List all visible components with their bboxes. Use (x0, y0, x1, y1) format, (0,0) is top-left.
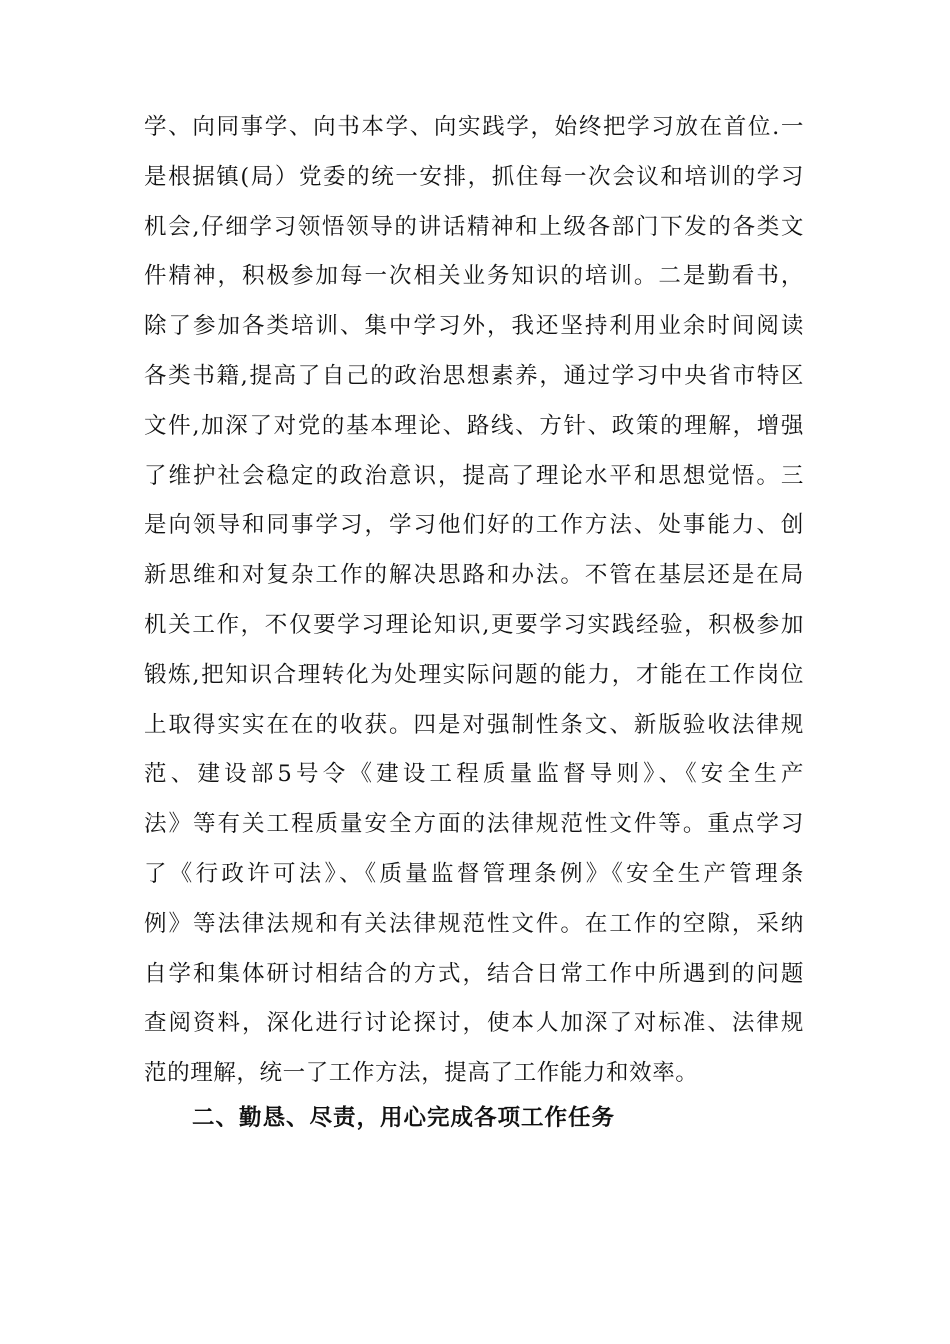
body-line-15: 法》等有关工程质量安全方面的法律规范性文件等。重点学习 (144, 811, 804, 838)
body-line-8: 了维护社会稳定的政治意识，提高了理论水平和思想觉悟。三 (144, 462, 804, 489)
body-paragraph (144, 103, 804, 1099)
body-line-19: 查阅资料，深化进行讨论探讨，使本人加深了对标准、法律规 (144, 1010, 804, 1037)
body-line-14: 范、建设部5号令《建设工程质量监督导则》、《安全生产 (144, 761, 804, 788)
body-line-17: 例》等法律法规和有关法律规范性文件。在工作的空隙，采纳 (144, 910, 804, 937)
body-line-10: 新思维和对复杂工作的解决思路和办法。不管在基层还是在局 (144, 562, 804, 589)
body-line-13: 上取得实实在在的收获。四是对强制性条文、新版验收法律规 (144, 711, 804, 738)
body-line-2: 是根据镇(局）党委的统一安排，抓住每一次会议和培训的学习 (144, 163, 804, 190)
body-line-20: 范的理解，统一了工作方法，提高了工作能力和效率。 (144, 1060, 699, 1087)
body-line-6: 各类书籍,提高了自己的政治思想素养，通过学习中央省市特区 (144, 362, 804, 389)
body-line-9: 是向领导和同事学习，学习他们好的工作方法、处事能力、创 (144, 512, 804, 539)
body-line-12: 锻炼,把知识合理转化为处理实际问题的能力，才能在工作岗位 (144, 661, 804, 688)
body-line-3: 机会,仔细学习领悟领导的讲话精神和上级各部门下发的各类文 (144, 213, 804, 240)
body-line-1: 学、向同事学、向书本学、向实践学，始终把学习放在首位.一 (144, 114, 804, 140)
body-line-11: 机关工作，不仅要学习理论知识,更要学习实践经验，积极参加 (144, 611, 804, 638)
body-line-18: 自学和集体研讨相结合的方式，结合日常工作中所遇到的问题 (144, 960, 804, 987)
section-heading: 二、勤恳、尽责，用心完成各项工作任务 (192, 1105, 616, 1131)
body-line-5: 除了参加各类培训、集中学习外，我还坚持利用业余时间阅读 (144, 313, 804, 340)
body-line-16: 了《行政许可法》、《质量监督管理条例》《安全生产管理条 (144, 860, 804, 887)
body-line-4: 件精神，积极参加每一次相关业务知识的培训。二是勤看书， (144, 263, 804, 290)
body-line-7: 文件,加深了对党的基本理论、路线、方针、政策的理解，增强 (144, 412, 804, 439)
